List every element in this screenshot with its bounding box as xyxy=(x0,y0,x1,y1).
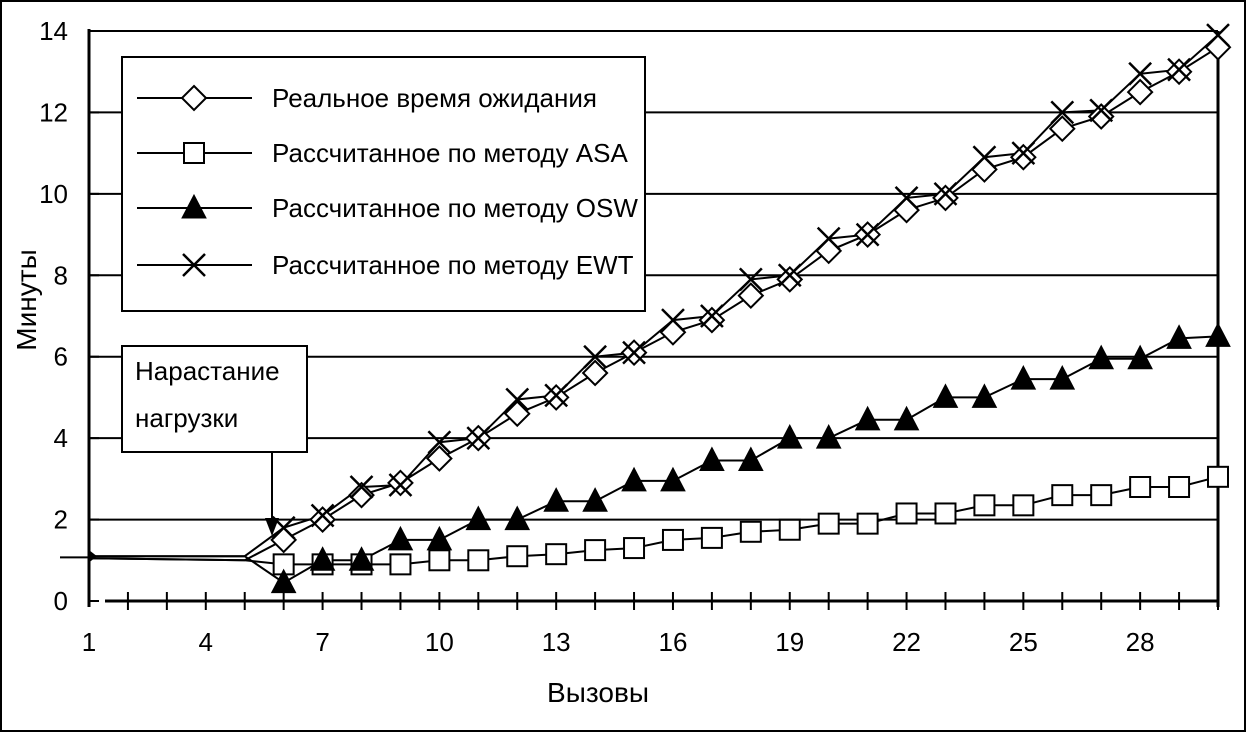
legend xyxy=(122,57,645,311)
x-tick-label: 10 xyxy=(424,627,454,657)
data-point-square xyxy=(858,514,878,534)
y-tick-label: 14 xyxy=(39,16,68,46)
data-point-square xyxy=(897,503,917,523)
y-tick-label: 8 xyxy=(53,260,68,291)
annotation-line-1: Нарастание xyxy=(135,356,280,386)
x-tick-label: 22 xyxy=(892,627,922,657)
y-tick-label: 0 xyxy=(53,586,68,616)
x-tick-label: 28 xyxy=(1125,627,1155,657)
annotation-line-2: нагрузки xyxy=(135,403,239,433)
data-point-square xyxy=(390,554,410,574)
data-point-square xyxy=(1169,477,1189,497)
data-point-square xyxy=(624,538,644,558)
x-tick-label: 19 xyxy=(775,627,805,657)
data-point-square xyxy=(702,528,722,548)
x-axis-title: Вызовы xyxy=(547,677,649,708)
y-axis-title: Минуты xyxy=(11,249,42,351)
data-point-square xyxy=(935,503,955,523)
y-tick-label: 2 xyxy=(53,504,68,535)
data-point-square xyxy=(429,550,449,570)
x-tick-label: 1 xyxy=(81,627,97,657)
data-point-square xyxy=(546,544,566,564)
y-tick-label: 6 xyxy=(53,341,68,372)
data-point-square xyxy=(1052,485,1072,505)
y-tick-label: 12 xyxy=(39,97,68,128)
data-point-square xyxy=(507,546,527,566)
data-point-square xyxy=(1013,495,1033,515)
x-tick-label: 4 xyxy=(198,627,214,657)
data-point-square xyxy=(974,495,994,515)
data-point-square xyxy=(780,520,800,540)
legend-label: Рассчитанное по методу EWT xyxy=(272,250,634,280)
data-point-square xyxy=(1130,477,1150,497)
x-tick-label: 25 xyxy=(1008,627,1038,657)
legend-label: Рассчитанное по методу ASA xyxy=(272,138,628,168)
data-point-square xyxy=(1208,467,1228,487)
x-tick-label: 7 xyxy=(315,627,330,657)
data-point-square xyxy=(663,530,683,550)
data-point-square xyxy=(468,550,488,570)
y-tick-label: 4 xyxy=(53,423,68,454)
data-point-square xyxy=(184,143,204,163)
legend-label: Рассчитанное по методу OSW xyxy=(272,193,638,223)
y-tick-label: 10 xyxy=(39,178,68,209)
data-point-square xyxy=(819,514,839,534)
x-tick-label: 13 xyxy=(541,627,571,657)
data-point-square xyxy=(585,540,605,560)
x-tick-label: 16 xyxy=(658,627,688,657)
data-point-square xyxy=(741,522,761,542)
legend-label: Реальное время ожидания xyxy=(272,83,597,113)
data-point-square xyxy=(1091,485,1111,505)
